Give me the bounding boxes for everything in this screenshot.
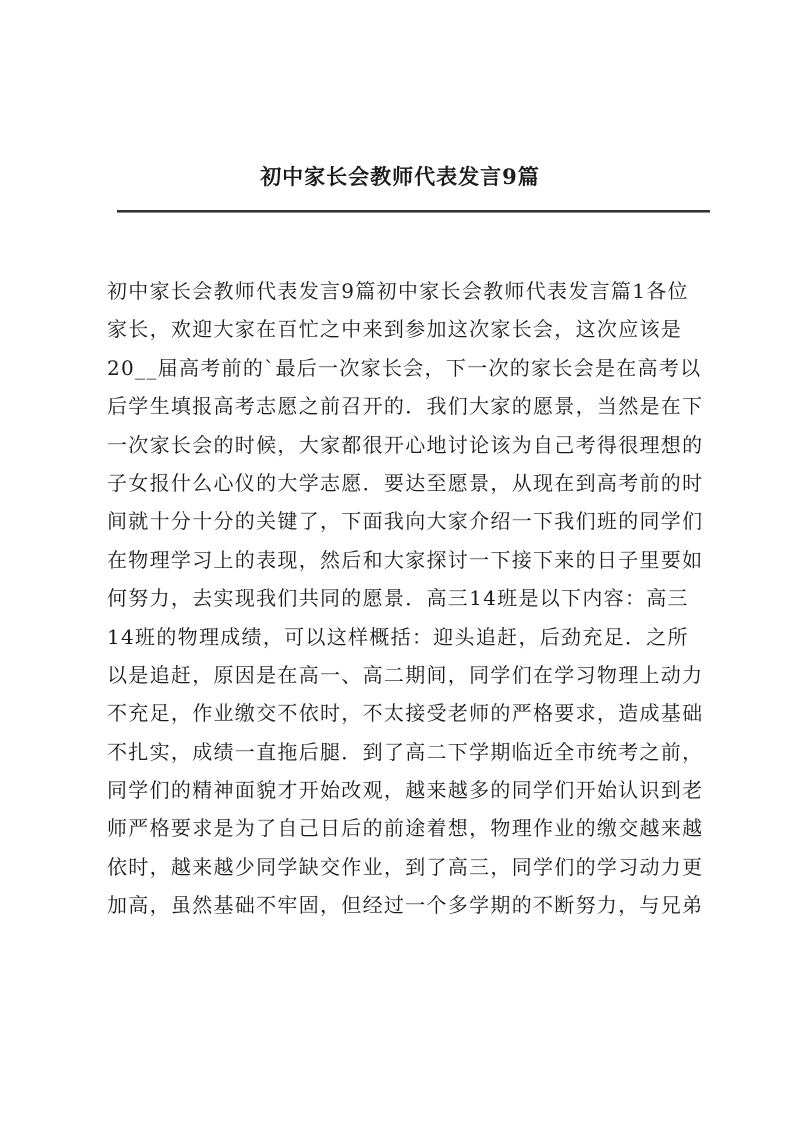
body-line-2: 家长，欢迎大家在百忙之中来到参加这次家长会，这次应该是 [107,317,683,342]
body-line-3: 20__届高考前的`最后一次家长会，下一次的家长会是在高考以 [107,355,702,380]
body-line-6: 子女报什么心仪的大学志愿．要达至愿景，从现在到高考前的时 [107,470,704,495]
body-line-17: 加高，虽然基础不牢固，但经过一个多学期的不断努力，与兄弟 [107,893,704,918]
body-line-16: 依时，越来越少同学缺交作业，到了高三，同学们的学习动力更 [107,854,704,879]
title-underline [117,210,710,213]
body-line-1: 初中家长会教师代表发言9篇初中家长会教师代表发言篇1各位 [107,279,689,303]
body-line-7: 间就十分十分的关键了，下面我向大家介绍一下我们班的同学们 [107,509,704,534]
document-body [107,272,707,925]
body-line-15: 师严格要求是为了自己日后的前途着想，物理作业的缴交越来越 [107,816,704,841]
body-line-13: 不扎实，成绩一直拖后腿．到了高二下学期临近全市统考之前， [107,739,704,764]
body-line-8: 在物理学习上的表现，然后和大家探讨一下接下来的日子里要如 [107,547,704,572]
body-line-4: 后学生填报高考志愿之前召开的．我们大家的愿景，当然是在下 [107,394,704,419]
body-line-11: 以是追赶，原因是在高一、高二期间，同学们在学习物理上动力 [107,662,704,687]
body-line-14: 同学们的精神面貌才开始改观，越来越多的同学们开始认识到老 [107,778,704,803]
body-line-12: 不充足，作业缴交不依时，不太接受老师的严格要求，造成基础 [107,701,704,726]
body-line-10: 14班的物理成绩，可以这样概括：迎头追赶，后劲充足．之所 [107,624,689,649]
body-line-5: 一次家长会的时候，大家都很开心地讨论该为自己考得很理想的 [107,432,704,457]
document-title: 初中家长会教师代表发言9篇 [260,164,540,189]
body-line-9: 何努力，去实现我们共同的愿景．高三14班是以下内容：高三 [107,586,689,611]
